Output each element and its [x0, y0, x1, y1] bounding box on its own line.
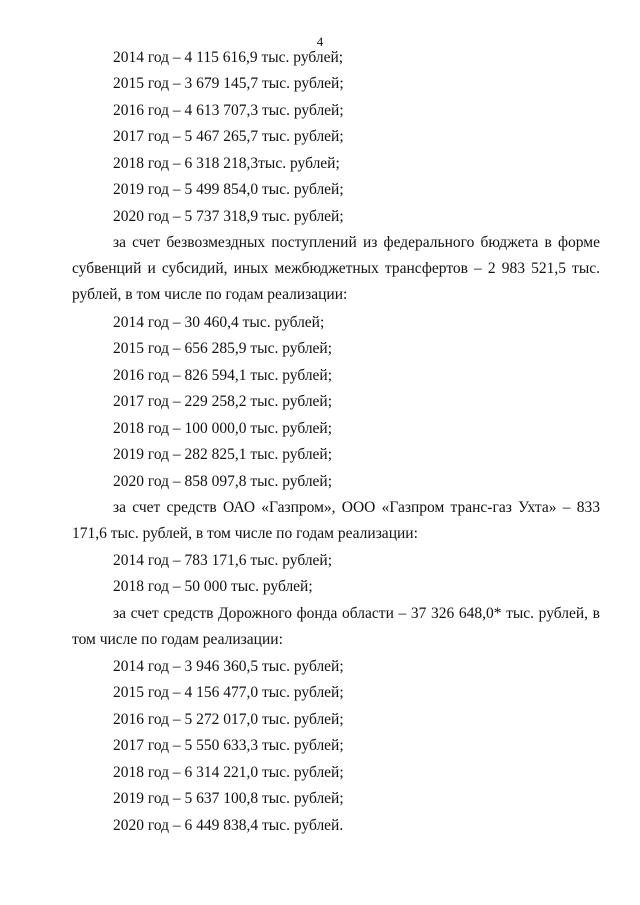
year-line: 2014 год – 4 115 616,9 тыс. рублей; — [113, 49, 344, 66]
year-line: 2019 год – 282 825,1 тыс. рублей; — [113, 446, 333, 463]
year-line: 2017 год – 5 550 633,3 тыс. рублей; — [113, 737, 344, 754]
year-line: 2014 год – 3 946 360,5 тыс. рублей; — [113, 658, 344, 675]
paragraph-line: за счет безвозмездных поступлений из федерального бюджета в форме — [113, 234, 600, 251]
year-line: 2017 год – 5 467 265,7 тыс. рублей; — [113, 128, 344, 145]
year-line: 2019 год – 5 499 854,0 тыс. рублей; — [113, 181, 344, 198]
year-line: 2016 год – 4 613 707,3 тыс. рублей; — [113, 102, 344, 119]
paragraph-gazprom-funds — [72, 499, 600, 551]
year-line: 2020 год – 6 449 838,4 тыс. рублей. — [113, 817, 344, 834]
paragraph-line: за счет средств Дорожного фонда области – 37 326 648,0* тыс. рублей, в — [113, 605, 600, 622]
year-line: 2016 год – 5 272 017,0 тыс. рублей; — [113, 711, 344, 728]
paragraph-line: том числе по годам реализации: — [72, 631, 283, 648]
paragraph-line: за счет средств ОАО «Газпром», ООО «Газпром транс-газ Ухта» – 833 — [113, 499, 600, 516]
year-line: 2018 год – 100 000,0 тыс. рублей; — [113, 420, 333, 437]
year-line: 2020 год – 5 737 318,9 тыс. рублей; — [113, 208, 344, 225]
page-number: 4 — [316, 34, 324, 49]
year-line: 2015 год – 4 156 477,0 тыс. рублей; — [113, 684, 344, 701]
paragraph-line: рублей, в том числе по годам реализации: — [72, 286, 348, 303]
year-line: 2018 год – 50 000 тыс. рублей; — [113, 578, 313, 595]
year-line: 2016 год – 826 594,1 тыс. рублей; — [113, 367, 333, 384]
paragraph-federal-funds — [72, 234, 600, 312]
year-line: 2019 год – 5 637 100,8 тыс. рублей; — [113, 790, 344, 807]
year-line: 2015 год – 3 679 145,7 тыс. рублей; — [113, 75, 344, 92]
year-line: 2018 год – 6 314 221,0 тыс. рублей; — [113, 764, 344, 781]
year-line: 2017 год – 229 258,2 тыс. рублей; — [113, 393, 333, 410]
year-line: 2014 год – 783 171,6 тыс. рублей; — [113, 552, 333, 569]
year-line: 2014 год – 30 460,4 тыс. рублей; — [113, 314, 325, 331]
paragraph-line: 171,6 тыс. рублей, в том числе по годам реализации: — [72, 525, 418, 542]
year-line: 2020 год – 858 097,8 тыс. рублей; — [113, 473, 333, 490]
year-line: 2015 год – 656 285,9 тыс. рублей; — [113, 340, 333, 357]
year-line: 2018 год – 6 318 218,3тыс. рублей; — [113, 155, 340, 172]
paragraph-line: субвенций и субсидий, иных межбюджетных трансфертов – 2 983 521,5 тыс. — [72, 260, 600, 277]
paragraph-road-fund — [72, 605, 600, 657]
